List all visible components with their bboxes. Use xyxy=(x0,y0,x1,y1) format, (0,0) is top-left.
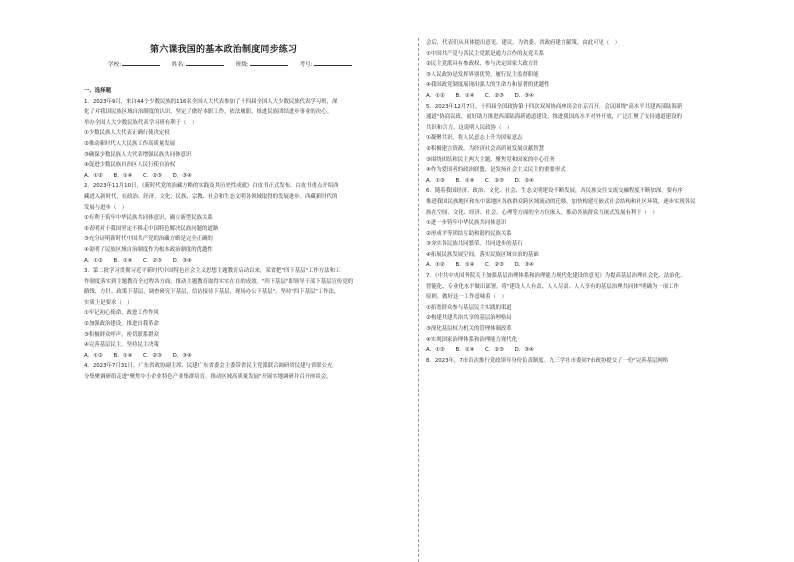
section-heading: 一、选择题 xyxy=(84,88,111,94)
text-line: 1．2023年9月，来自44个少数民族的116名全国人大代表参加了十四届全国人大少数民族代表学习班，深 xyxy=(84,98,338,105)
text-line: ④作为爱国者的政治联盟，是发扬社会主义民主的重要形式 xyxy=(426,167,566,174)
text-line: 实质上是要求（ ） xyxy=(84,299,133,306)
text-line: ③围绕团结和民主两大主题，聚焦党和国家的中心任务 xyxy=(426,156,555,163)
school-blank[interactable] xyxy=(122,60,160,66)
class-blank[interactable] xyxy=(250,60,288,66)
text-line: ①有利于筑牢中华民族共同体意识，确立新型民族关系 xyxy=(84,215,213,222)
text-line: A．①② B．①④ C．②③ D．③④ xyxy=(84,352,192,359)
text-line: ②表明对于我国坚定不移走中国特色解决民族问题的道路 xyxy=(84,225,219,232)
text-line: 化了对我国民族区域自治制度的认识，坚定了做好本职工作，依法履职，推进民族团结进步事业的决心。 xyxy=(84,109,332,116)
text-line: ④说明了民族区域自治制度作为根本政治制度的优越性 xyxy=(84,246,213,253)
text-line: ④实现国家治理体系和治理能力现代化 xyxy=(426,336,518,343)
left-question-block xyxy=(84,86,410,383)
right-question-block xyxy=(426,38,784,366)
text-line: ①中国共产党与各民主党派是通力合作的友党关系 xyxy=(426,50,545,57)
text-line: 族在空间、文化、经济、社会、心理等方面的全方位嵌入。推动各族群众互嵌式发展有利于（ ） xyxy=(426,209,658,216)
exam-no-blank[interactable] xyxy=(314,60,352,66)
text-line: 发展与进步（ ） xyxy=(84,204,128,211)
text-line: A．①② B．①④ C．②③ D．③④ xyxy=(426,347,534,354)
exam-no-label: 考号: xyxy=(299,62,313,68)
text-line: ②构建共建共治共享的基层治理格局 xyxy=(426,315,512,322)
right-text-lines xyxy=(426,38,784,366)
name-blank[interactable] xyxy=(186,60,224,66)
text-line: ④促进少数民族自治区人民行使自治权 xyxy=(84,162,176,169)
text-line: ②民主党派具有参政权，参与决定国家大政方针 xyxy=(426,61,539,68)
name-label: 姓名: xyxy=(171,62,185,68)
text-line: A．①② B．①④ C．②③ D．③④ xyxy=(84,257,192,264)
text-line: ④完善基层民主，坚持民主决策 xyxy=(84,342,159,349)
text-line: 通道"协商议政，更好助力推进西部陆海新通道建设、推进我国高水平对外开放，广泛汇聚了支持通道建设的 xyxy=(426,114,682,121)
text-line: ④我国政党制度展现出强大的生命力和显著的优越性 xyxy=(426,82,550,89)
class-field[interactable] xyxy=(236,62,288,68)
text-line: 智能化、专业化水平做出部署，将"建设人人有责、人人尽责、人人享有的基层治理共同体"明确为一项工作 xyxy=(426,283,679,290)
page-title: 第六课我国的基本政治制度同步练习 xyxy=(150,45,298,55)
text-line: 8．2023年，7市首次推行党政领导身份负责制度。九三学社市委同7市政协提交了一份"完善基层网格 xyxy=(426,357,669,364)
school-field[interactable] xyxy=(108,62,160,68)
student-info-line xyxy=(108,60,362,68)
text-line: ③充分证明新时代中国共产党的治藏方略是完全正确的 xyxy=(84,236,213,243)
text-line: 藏进入新时代，在政治、经济、文化、民族、宗教、社会和生态文明各领域取得的发展进步。西藏新时代的 xyxy=(84,193,338,200)
text-line: ①拓宽群众参与基层民主实践的渠道 xyxy=(426,304,512,311)
text-line: 分集聚调研组走进"聚焦中小企业特色产业集群培育，推动区域高质量发展"开展实地调研并召开座谈会， xyxy=(84,374,332,381)
text-line: 共识和合力。这说明人民政协（ ） xyxy=(426,124,513,131)
text-line: ③深化基层权力机关的管理体制改革 xyxy=(426,326,512,333)
text-line: ①牢记初心使命，政进工作作风 xyxy=(84,310,159,317)
text-line: ①少数民族人大代表正确行使决定权 xyxy=(84,130,170,137)
text-line: ①进一步铸牢中华民族共同体意识 xyxy=(426,220,507,227)
text-line: ④拓展民族发展空间，落实民族区域自治的基础 xyxy=(426,251,539,258)
text-line: 会后，代表们从具体提出意见、建议，为省委、省政府建言献策，由此可见（ ） xyxy=(426,40,621,46)
name-field[interactable] xyxy=(172,62,224,68)
text-line: 路线、方针、政策下基层，调查研究下基层，信访接待下基层，现场办公下基层"。坚持"四下基层"工作法， xyxy=(84,289,340,296)
text-line: 6．随着我国经济、政治、文化、社会、生态文明建设不断发展，各民族交往交流交融程度不断加深，要有序 xyxy=(426,188,683,195)
text-line: 推进我国民族地区和东中部地区各族群众跨区域流动的迁移，加快构建互嵌式社会结构和社区环境，逐步实现各民 xyxy=(426,198,696,205)
text-line: ②形成平等团结互助和谐的民族关系 xyxy=(426,230,512,237)
text-line: 4．2023年7月31日，广东省政协副主席、民建广东省委会主委带省民主党派联合调研省民建与省联公充 xyxy=(84,363,333,370)
text-line: ②推动新时代人大民族工作高质量发展 xyxy=(84,140,176,147)
text-line: 原则。做好这一工作意味着（ ） xyxy=(426,294,507,301)
text-line: 3．第二批学习贯彻习近平新时代中国特色社会主义思想主题教育启动以来，某省把"四下基层"工作方法和工 xyxy=(84,268,341,275)
left-text-lines xyxy=(84,97,410,383)
text-line: A．①② B．①④ C．②③ D．③④ xyxy=(84,172,192,179)
text-line: 7．《中共中央国务院关于加强基层治理体系和治理能力现代化建设的意见》为提高基层治理社会化、法治化、 xyxy=(426,273,686,280)
text-line: ①凝聚共识，将人民意志上升为国家意志 xyxy=(426,135,523,142)
text-line: ③夯实各民族共同繁荣、共同进步的基石 xyxy=(426,241,523,248)
text-line: ②加强政治建设，推进自我革命 xyxy=(84,321,159,328)
school-label: 学校: xyxy=(108,62,122,68)
text-line: ②积极建言资政，为经济社会高质量发展贡献智慧 xyxy=(426,145,545,152)
text-line: 5．2023年12月7日，十四届全国政协第十四次双周协商座谈会在京召开，会议围绕"高水平共建西部陆海新 xyxy=(426,103,683,110)
text-line: 2．2023年11月10日，《新时代党的治藏方略的实践及其历史性成就》白皮书正式发布，白皮书重点介绍西 xyxy=(84,183,339,190)
text-line: ③积极群众呼声，密切联系群众 xyxy=(84,331,159,338)
text-line: 举办全国人大少数民族代表学习班有利于（ ） xyxy=(84,119,198,126)
right-column xyxy=(418,0,794,562)
class-label: 班级: xyxy=(235,62,249,68)
text-line: ③确保少数民族人大代表增强民族共同体意识 xyxy=(84,151,192,158)
text-line: A．①② B．①④ C．②③ D．③④ xyxy=(426,262,534,269)
exam-no-field[interactable] xyxy=(300,62,352,68)
text-line: 作制度落实到主题教育全过程各方面，推动主题教育取得实实在在的成效。"四下基层"即领导干部下基层宣传党的 xyxy=(84,278,354,285)
text-line: ③人民政协是发挥界别优势，履行民主监督职能 xyxy=(426,71,539,78)
text-line: A．①② B．①④ C．②③ D．③④ xyxy=(426,92,534,99)
text-line: A．①③ B．①④ C．②③ D．②④ xyxy=(426,177,534,184)
